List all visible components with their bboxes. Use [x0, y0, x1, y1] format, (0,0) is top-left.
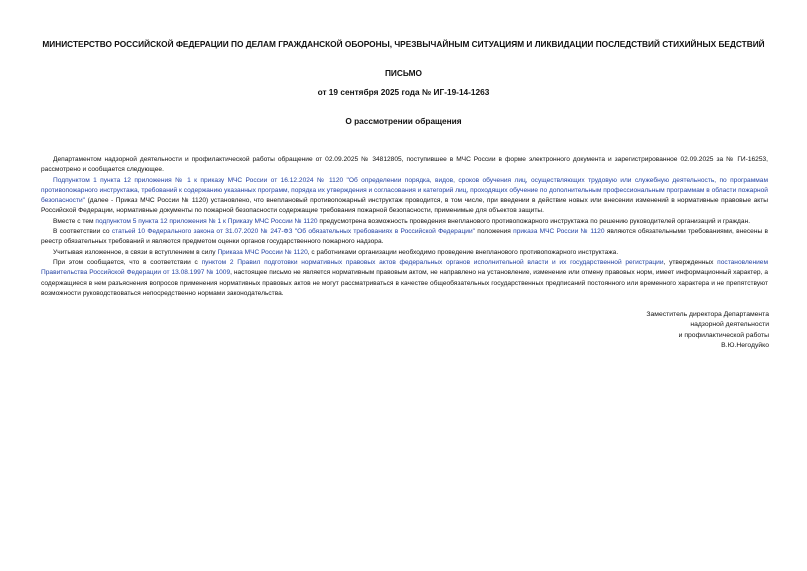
paragraph-4-text-c: являются обязательными требованиями, внесены в реестр обязательных требований и являются предметом оценки органов государственного пожарного надзора.: [41, 228, 769, 246]
document-type: ПИСЬМО: [384, 68, 423, 78]
link-order-1120-subpoint-5[interactable]: подпунктом 5 пункта 12 приложения № 1 к Приказу МЧС России № 1120: [95, 217, 318, 225]
link-order-1120[interactable]: приказа МЧС России № 1120: [513, 228, 605, 236]
link-order-1120-subpoint-1[interactable]: Подпунктом 1 пункта 12 приложения № 1 к приказу МЧС России от 16.12.2024 № 1120 "Об определении порядка, видов, сроков обучения лиц, осуществляющих трудовую или служебную деятельность, по программам противопожарного инструктажа, требований к содержанию указанных программ, порядка их утверждения и согласования и категорий лиц, проходящих обучение по дополнительным профессиональным программам в области пожарной безопасности": [41, 176, 768, 205]
paragraph-3-text-a: Вместе с тем: [53, 217, 96, 225]
paragraph-3-text-b: предусмотрена возможность проведения внепланового противопожарного инструктажа по решению руководителей организаций и граждан.: [317, 217, 751, 225]
paragraph-1-text: Департаментом надзорной деятельности и профилактической работы обращение от 02.09.2025 № 34812805, поступившее в МЧС России в форме электронного документа и зарегистрированное 02.09.2025 за № ГИ-16253, рассмотрено и сообщается следующее.: [41, 156, 768, 174]
ministry-title: МИНИСТЕРСТВО РОССИЙСКОЙ ФЕДЕРАЦИИ ПО ДЕЛАМ ГРАЖДАНСКОЙ ОБОРОНЫ, ЧРЕЗВЫЧАЙНЫМ СИТУАЦИЯМ И ЛИКВИДАЦИИ ПОСЛЕДСТВИЙ СТИХИЙНЫХ БЕДСТВИЙ: [42, 39, 765, 49]
paragraph-6-text-a: При этом сообщается, что в соответствии с: [53, 258, 202, 266]
paragraph-1: [41, 155, 768, 176]
link-rules-point-2[interactable]: пунктом 2 Правил подготовки нормативных правовых актов федеральных органов исполнительной власти и их государственной регистрации: [201, 258, 664, 266]
document-date-number: от 19 сентября 2025 года № ИГ-19-14-1263: [317, 87, 490, 97]
link-government-decree-1009[interactable]: постановлением Правительства Российской Федерации от 13.08.1997 № 1009: [41, 258, 769, 277]
paragraph-6-text-c: , настоящее письмо не является нормативным правовым актом, не направлено на установление, изменение или отмену правовых норм, имеет информационный характер, а содержащиеся в нем разъяснения вопросов применения нормативных правовых актов не могут рассматриваться в качестве общеобязательных государственных предписаний постоянного или временного характера и не препятствуют возможности руководствоваться непосредственно нормами законодательства.: [41, 269, 769, 297]
signature-department: надзорной деятельности: [690, 321, 769, 329]
paragraph-4-text-a: В соответствии со: [53, 228, 112, 236]
paragraph-5-text-b: , с работниками организации необходимо проведение внепланового противопожарного инструктажа.: [307, 248, 619, 256]
signature-position: Заместитель директора Департамента: [646, 311, 769, 318]
letter-body: [41, 155, 768, 299]
signature-department-cont: и профилактической работы: [678, 331, 769, 339]
paragraph-4: [41, 227, 768, 248]
link-order-1120-entry[interactable]: Приказа МЧС России № 1120: [217, 248, 308, 256]
paragraph-3: [41, 217, 768, 227]
paragraph-2-text: (далее - Приказ МЧС России № 1120) установлено, что внеплановый противопожарный инструктаж проводится, в том числе, при введении в действие новых или внесении изменений в нормативные правовые акты Российской Федерации, нормативные документы по пожарной безопасности содержащие требования пожарной безопасности, применимые для объектов защиты.: [41, 197, 768, 215]
document-subject: О рассмотрении обращения: [345, 116, 462, 126]
paragraph-4-text-b: положения: [474, 228, 514, 236]
paragraph-6-text-b: , утвержденных: [663, 258, 718, 266]
paragraph-5: [41, 248, 768, 258]
link-federal-law-247[interactable]: статьей 10 Федерального закона от 31.07.2020 № 247-ФЗ "Об обязательных требованиях в Российской Федерации": [111, 228, 475, 236]
signature-block: [529, 310, 769, 352]
paragraph-6: [41, 258, 768, 299]
paragraph-5-text-a: Учитывая изложенное, в связи в вступлением в силу: [53, 248, 218, 256]
signature-name: В.Ю.Негодуйко: [721, 342, 769, 350]
paragraph-2: [41, 176, 768, 217]
